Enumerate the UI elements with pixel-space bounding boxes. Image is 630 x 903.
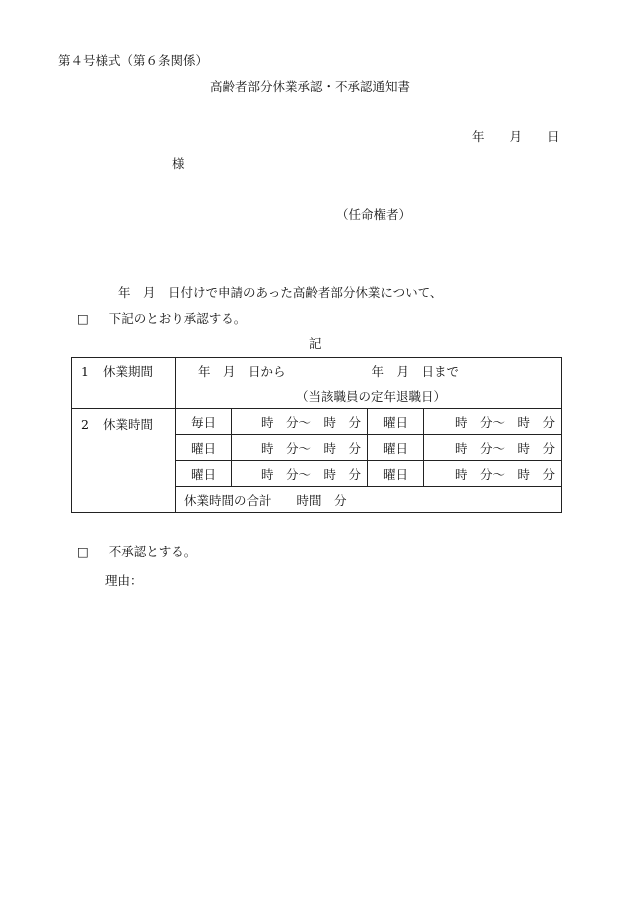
day-cell: 曜日 xyxy=(368,461,424,487)
document-title: 高齢者部分休業承認・不承認通知書 xyxy=(210,79,411,94)
retirement-note: （当該職員の定年退職日） xyxy=(176,383,562,409)
time-cell: 時 分～ 時 分 xyxy=(232,461,368,487)
time-cell: 時 分～ 時 分 xyxy=(424,435,562,461)
row2-number: 2 xyxy=(81,417,89,432)
intro-text: 年 月 日付けで申請のあった高齢者部分休業について、 xyxy=(118,285,443,300)
day-cell: 毎日 xyxy=(176,409,232,435)
row2-label: 休業時間 xyxy=(103,417,154,432)
table-row xyxy=(72,409,562,435)
approve-checkbox[interactable]: □ xyxy=(77,311,89,326)
day-cell: 曜日 xyxy=(176,435,232,461)
day-cell: 曜日 xyxy=(368,409,424,435)
approve-option[interactable] xyxy=(77,313,246,326)
time-cell: 時 分～ 時 分 xyxy=(424,461,562,487)
reject-option[interactable] xyxy=(77,546,196,559)
table-row xyxy=(72,358,562,384)
period-to: 年 月 日まで xyxy=(371,363,460,379)
row1-label: 休業期間 xyxy=(103,363,154,379)
reject-checkbox[interactable]: □ xyxy=(77,544,89,559)
row2-header xyxy=(72,409,176,513)
day-cell: 曜日 xyxy=(368,435,424,461)
approve-label: 下記のとおり承認する。 xyxy=(108,311,247,326)
period-from: 年 月 日から xyxy=(198,363,286,379)
reject-label: 不承認とする。 xyxy=(108,544,197,559)
day-cell: 曜日 xyxy=(176,461,232,487)
authority-label: （任命権者） xyxy=(336,207,412,222)
addressee-suffix: 様 xyxy=(172,156,185,171)
time-cell: 時 分～ 時 分 xyxy=(232,409,368,435)
table-row xyxy=(72,383,562,409)
total-hours: 休業時間の合計 時間 分 xyxy=(176,487,562,513)
date-line: 年 月 日 xyxy=(472,129,560,144)
reason-label: 理由： xyxy=(105,573,143,588)
form-number: 第４号様式（第６条関係） xyxy=(58,53,209,68)
leave-details-table xyxy=(71,357,562,513)
time-cell: 時 分～ 時 分 xyxy=(424,409,562,435)
row1-number: 1 xyxy=(81,363,89,379)
ki-heading: 記 xyxy=(309,336,322,351)
row1-header xyxy=(72,358,176,384)
time-cell: 時 分～ 時 分 xyxy=(232,435,368,461)
row1-period xyxy=(176,358,562,384)
